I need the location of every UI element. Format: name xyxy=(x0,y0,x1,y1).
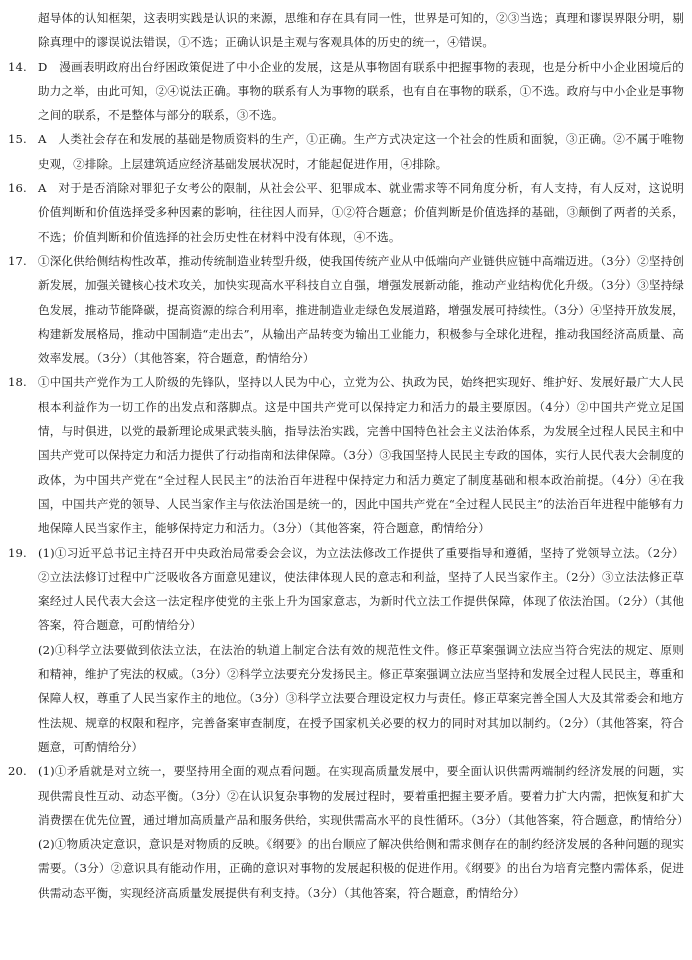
answer-15 xyxy=(8,127,684,176)
answer-part-1: (1)①习近平总书记主持召开中央政治局常委会会议，为立法法修改工作提供了重要指导和遵循，坚持了党领导立法。（2分）②立法法修订过程中广泛吸收各方面意见建议，使法律体现人民的意志和利益，坚持了人民当家作主。（2分）③立法法修正草案经过人民代表大会这一法定程序使党的主张上升为国家意志，为新时代立法工作提供保障，体现了依法治国。（2分）（其他答案，符合题意，可酌情给分） xyxy=(38,545,684,633)
answer-part-1: (1)①矛盾就是对立统一，要坚持用全面的观点看问题。在实现高质量发展中，要全面认识供需两端制约经济发展的问题，实现供需良性互动、动态平衡。（3分）②在认识复杂事物的发展过程时，要着重把握主要矛盾。要着力扩大内需，把恢复和扩大消费摆在优先位置，通过增加高质量产品和服务供给，实现供需高水平的良性循环。（3分）（其他答案，符合题意，酌情给分） xyxy=(38,764,689,827)
answer-text: A 人类社会存在和发展的基础是物质资料的生产，①正确。生产方式决定这一个社会的性质和面貌，③正确。②不属于唯物史观，②排除。上层建筑适应经济基础发展状况时，才能起促进作用，④排除。 xyxy=(38,132,684,171)
answer-text: D 漫画表明政府出台纾困政策促进了中小企业的发展，这是从事物固有联系中把握事物的表现，也是分析中小企业困境后的助力之举，由此可知，②④说法正确。事物的联系有人为事物的联系，也有自在事物的联系，①不选。政府与中小企业是事物之间的联系，不是整体与部分的联系，③不选。 xyxy=(38,59,684,123)
answer-19 xyxy=(8,541,684,638)
question-number: 20. xyxy=(8,764,27,779)
answer-20-part-2: (2)①物质决定意识，意识是对物质的反映。《纲要》的出台顺应了解决供给侧和需求侧存在的制约经济发展的各种问题的现实需要。（3分）②意识具有能动作用，正确的意识对事物的发展起积极的促进作用。《纲要》的出台为培育完整内需体系，促进供需动态平衡，实现经济高质量发展提供有利支持。（3分）（其他答案，符合题意，酌情给分） xyxy=(38,837,684,900)
question-number: 17. xyxy=(8,253,27,268)
answer-14 xyxy=(8,55,684,128)
question-number: 15. xyxy=(8,132,27,147)
answer-17 xyxy=(8,249,684,370)
answer-text: ①深化供给侧结构性改革，推动传统制造业转型升级，使我国传统产业从中低端向产业链供应链中高端迈进。（3分）②坚持创新发展，加强关键核心技术攻关，加快实现高水平科技自立自强，增强发展新动能，推动产业结构优化升级。（3分）③坚持绿色发展，推动节能降碳，提高资源的综合利用率，推进制造业走绿色发展道路，增强发展可持续性。（3分）④坚持开放发展，构建新发展格局，推动中国制造“走出去”，从输出产品转变为输出工业能力，积极参与全球化进程，推动我国经济高质量、高效率发展。（3分）（其他答案，符合题意，酌情给分） xyxy=(38,253,684,366)
answer-text: A 对于是否消除对罪犯子女考公的限制，从社会公平、犯罪成本、就业需求等不同角度分析，有人支持，有人反对，这说明价值判断和价值选择受多种因素的影响，往往因人而异，①②符合题意；价值判断是价值选择的基础，③颠倒了两者的关系，不选；价值判断和价值选择的社会历史性在材料中没有体现，④不选。 xyxy=(38,181,684,244)
answer-text: ①中国共产党作为工人阶级的先锋队，坚持以人民为中心，立党为公、执政为民，始终把实现好、维护好、发展好最广大人民根本利益作为一切工作的出发点和落脚点。这是中国共产党可以保持定力和活力的最主要原因。（4分）②中国共产党立足国情，与时俱进，以党的最新理论成果武装头脑，指导法治实践，完善中国特色社会主义法治体系，为发展全过程人民民主和中国共产党可以保持定力和活力提供了行动指南和法律保障。（3分）③我国坚持人民民主专政的国体，实行人民代表大会制度的政体，为中国共产党在“全过程人民民主”的法治百年进程中保持定力和活力奠定了制度基础和根本政治前提。（4分）④在我国，中国共产党的领导、人民当家作主与依法治国是统一的，因此中国共产党在“全过程人民民主”的法治百年进程中能够有力地保障人民当家作主，能够保持定力和活力。（3分）（其他答案，符合题意，酌情给分） xyxy=(38,375,684,536)
answer-20 xyxy=(8,759,689,832)
answer-18 xyxy=(8,370,684,540)
answer-16 xyxy=(8,176,684,249)
question-number: 14. xyxy=(8,59,27,74)
question-number: 16. xyxy=(8,181,27,196)
question-number: 18. xyxy=(8,375,27,390)
question-number: 19. xyxy=(8,545,27,560)
answer-19-part-2: (2)①科学立法要做到依法立法，在法治的轨道上制定合法有效的规范性文件。修正草案强调立法应当符合宪法的规定、原则和精神，维护了宪法的权威。（3分）②科学立法要充分发扬民主。修正草案强调立法应当坚持和发展全过程人民民主，尊重和保障人权，尊重了人民当家作主的地位。（3分）③科学立法要合理设定权力与责任。修正草案完善全国人大及其常委会和地方性法规、规章的权限和程序，完善备案审查制度，在授予国家机关必要的权力的同时对其加以制约。（2分）（其他答案，符合题意，可酌情给分） xyxy=(38,642,684,754)
continuation-paragraph: 超导体的认知框架，这表明实践是认识的来源，思维和存在具有同一性，世界是可知的，②③当选；真理和谬误界限分明，剔除真理中的谬误说法错误，①不选；正确认识是主观与客观具体的历史的统一，④错误。 xyxy=(38,11,684,50)
